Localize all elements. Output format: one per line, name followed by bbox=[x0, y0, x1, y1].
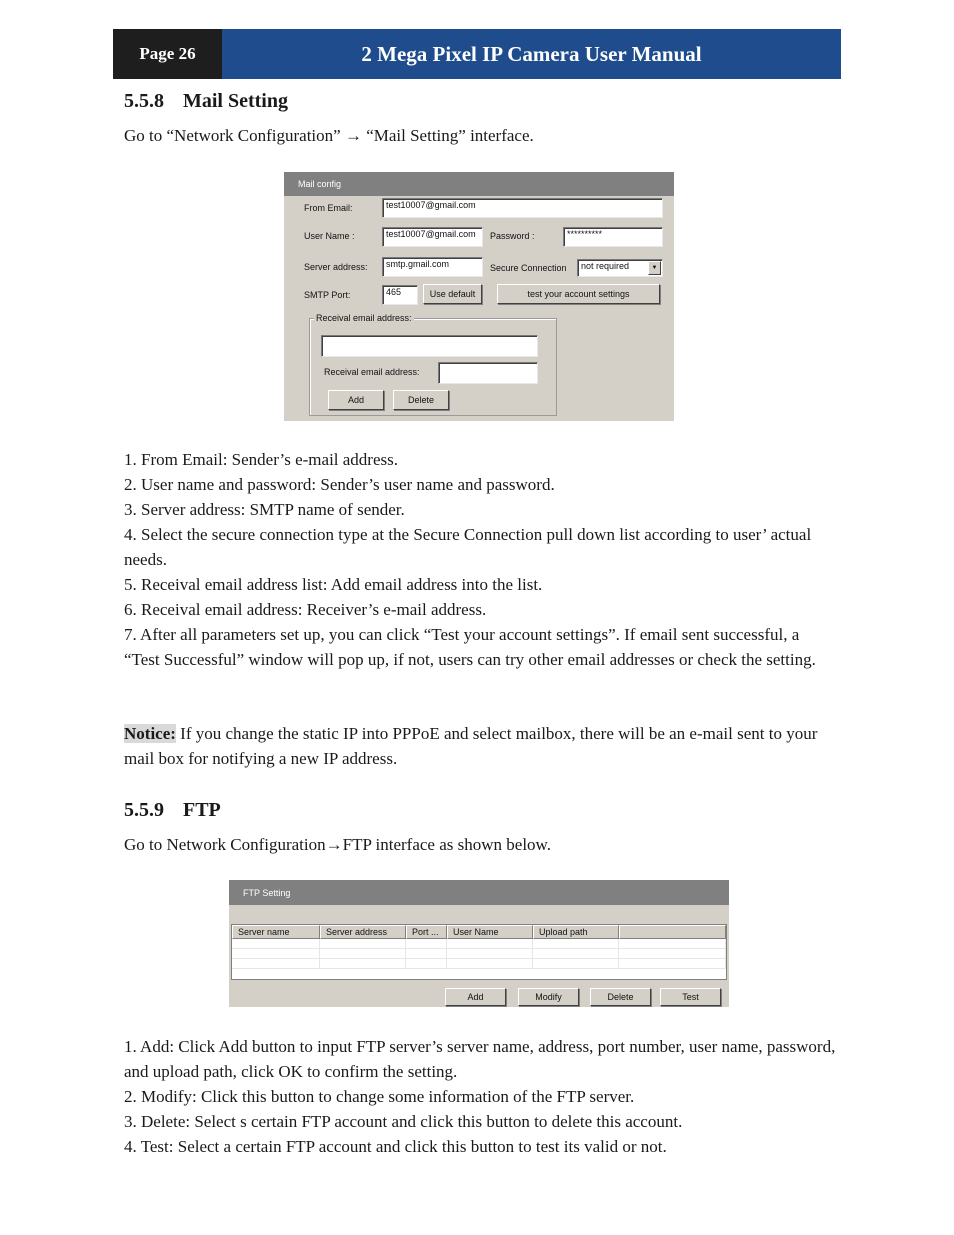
smtp-port-input[interactable]: 465 bbox=[382, 285, 418, 305]
column-port[interactable]: Port ... bbox=[406, 925, 447, 939]
smtp-port-label: SMTP Port: bbox=[304, 290, 351, 300]
secure-connection-label: Secure Connection bbox=[490, 263, 567, 273]
ftp-setting-screenshot bbox=[229, 880, 729, 1007]
list-item: 7. After all parameters set up, you can click “Test your account settings”. If email sent successful, a “Test Successful” window will pop up, if not, users can try other email addresses or check the setting. bbox=[124, 625, 816, 669]
receival-email-input[interactable] bbox=[438, 362, 538, 384]
from-email-input[interactable]: test10007@gmail.com bbox=[382, 198, 663, 218]
mail-section-title: Mail Setting bbox=[183, 90, 288, 112]
mail-section-number: 5.5.8 bbox=[124, 90, 164, 112]
chevron-down-icon[interactable]: ▼ bbox=[648, 261, 661, 275]
receival-group-title: Receival email address: bbox=[316, 313, 412, 323]
ftp-section-number: 5.5.9 bbox=[124, 799, 164, 821]
server-address-input[interactable]: smtp.gmail.com bbox=[382, 257, 483, 277]
use-default-button[interactable]: Use default bbox=[423, 284, 482, 304]
notice-text: If you change the static IP into PPPoE and select mailbox, there will be an e-mail sent to your mail box for notifying a new IP address. bbox=[124, 724, 818, 768]
manual-title: 2 Mega Pixel IP Camera User Manual bbox=[222, 29, 841, 79]
mail-intro: Go to “Network Configuration” → “Mail Setting” interface. bbox=[124, 126, 534, 145]
list-item: 2. Modify: Click this button to change some information of the FTP server. bbox=[124, 1087, 635, 1106]
ftp-instructions bbox=[124, 1034, 836, 1159]
server-address-label: Server address: bbox=[304, 262, 368, 272]
table-row[interactable] bbox=[232, 959, 726, 969]
column-server-address[interactable]: Server address bbox=[320, 925, 406, 939]
secure-connection-select[interactable] bbox=[577, 259, 663, 277]
list-item: 1. Add: Click Add button to input FTP server’s server name, address, port number, user name, password, and upload path, click OK to confirm the setting. bbox=[124, 1037, 836, 1081]
list-item: 1. From Email: Sender’s e-mail address. bbox=[124, 450, 398, 469]
column-upload-path[interactable]: Upload path bbox=[533, 925, 619, 939]
column-extra[interactable] bbox=[619, 925, 726, 939]
mail-instructions bbox=[124, 447, 836, 672]
ftp-server-table[interactable] bbox=[231, 924, 727, 980]
notice-paragraph bbox=[124, 721, 836, 771]
add-email-button[interactable]: Add bbox=[328, 390, 384, 410]
mail-config-screenshot bbox=[284, 172, 674, 421]
list-item: 6. Receival email address: Receiver’s e-mail address. bbox=[124, 600, 487, 619]
ftp-delete-button[interactable]: Delete bbox=[590, 988, 651, 1006]
secure-connection-value: not required bbox=[581, 261, 630, 271]
notice-label: Notice: bbox=[124, 724, 176, 743]
list-item: 5. Receival email address list: Add email address into the list. bbox=[124, 575, 543, 594]
table-row[interactable] bbox=[232, 939, 726, 949]
ftp-table-header bbox=[232, 925, 726, 939]
column-server-name[interactable]: Server name bbox=[232, 925, 320, 939]
receival-email-input-label: Receival email address: bbox=[324, 367, 420, 377]
receival-email-list[interactable] bbox=[321, 335, 538, 357]
user-name-label: User Name : bbox=[304, 231, 355, 241]
page-number: Page 26 bbox=[113, 29, 222, 79]
ftp-modify-button[interactable]: Modify bbox=[518, 988, 579, 1006]
password-input[interactable]: ********** bbox=[563, 227, 663, 247]
test-account-settings-button[interactable]: test your account settings bbox=[497, 284, 660, 304]
ftp-section-heading bbox=[124, 799, 221, 822]
page-header bbox=[113, 29, 841, 79]
mail-section-heading bbox=[124, 90, 288, 113]
list-item: 4. Select the secure connection type at the Secure Connection pull down list according to user’ actual needs. bbox=[124, 525, 812, 569]
mail-config-titlebar: Mail config bbox=[284, 172, 674, 196]
delete-email-button[interactable]: Delete bbox=[393, 390, 449, 410]
list-item: 4. Test: Select a certain FTP account and click this button to test its valid or not. bbox=[124, 1137, 667, 1156]
ftp-intro: Go to Network Configuration→FTP interface as shown below. bbox=[124, 835, 551, 854]
list-item: 3. Delete: Select s certain FTP account and click this button to delete this account. bbox=[124, 1112, 683, 1131]
password-label: Password : bbox=[490, 231, 535, 241]
column-user-name[interactable]: User Name bbox=[447, 925, 533, 939]
ftp-test-button[interactable]: Test bbox=[660, 988, 721, 1006]
table-row[interactable] bbox=[232, 949, 726, 959]
ftp-section-title: FTP bbox=[183, 799, 221, 821]
list-item: 3. Server address: SMTP name of sender. bbox=[124, 500, 405, 519]
list-item: 2. User name and password: Sender’s user name and password. bbox=[124, 475, 555, 494]
ftp-setting-titlebar: FTP Setting bbox=[229, 880, 729, 905]
from-email-label: From Email: bbox=[304, 203, 353, 213]
user-name-input[interactable]: test10007@gmail.com bbox=[382, 227, 483, 247]
ftp-add-button[interactable]: Add bbox=[445, 988, 506, 1006]
